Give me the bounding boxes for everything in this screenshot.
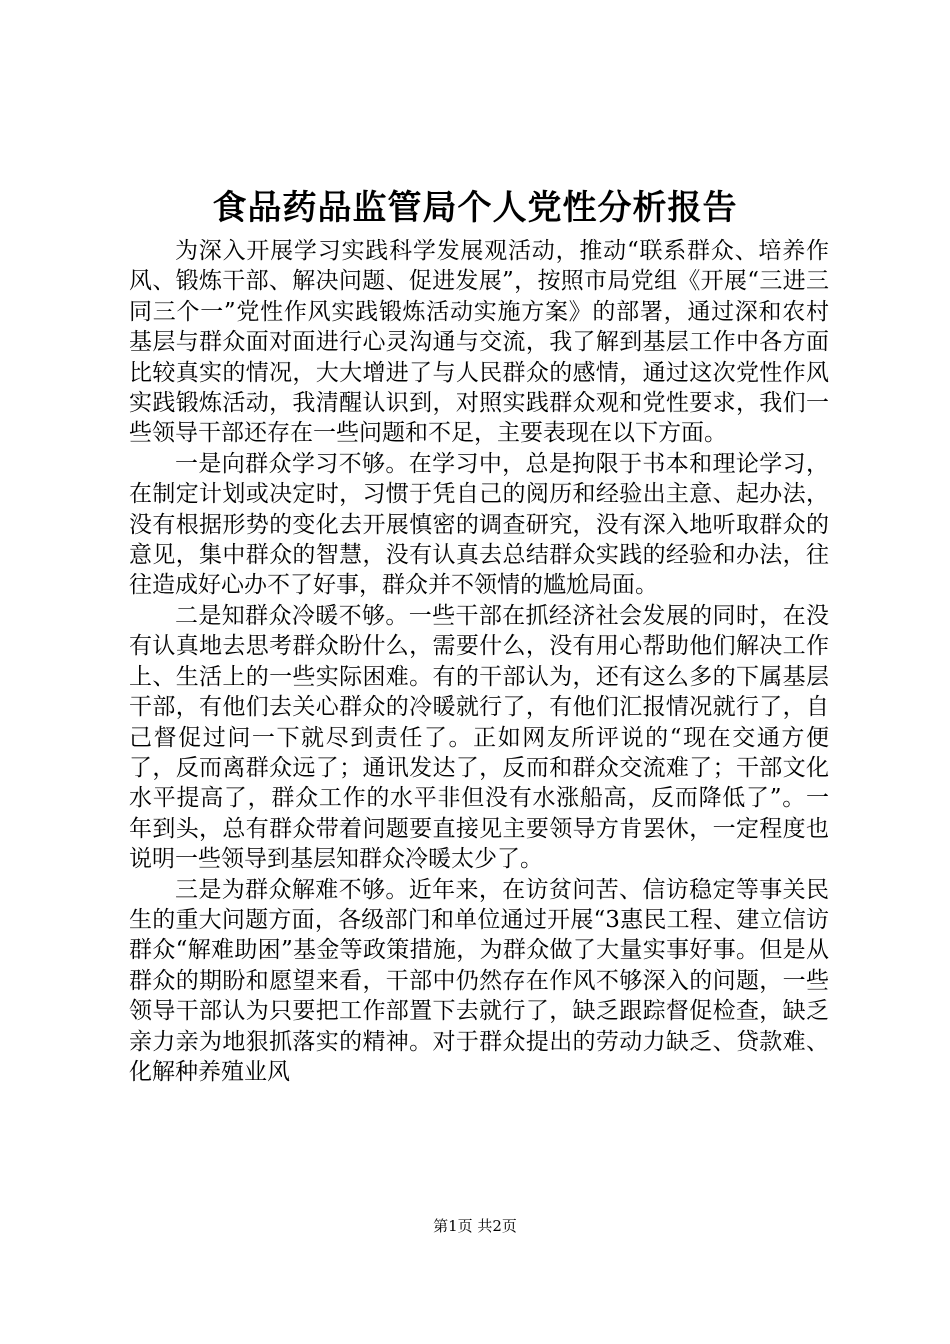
paragraph-intro: 为深入开展学习实践科学发展观活动，推动“联系群众、培养作风、锻炼干部、解决问题、促进发展”，按照市局党组《开展“三进三同三个一”党性作风实践锻炼活动实施方案》的部署，通过深和农村基层与群众面对面进行心灵沟通与交流，我了解到基层工作中各方面比较真实的情况，大大增进了与人民群众的感情，通过这次党性作风实践锻炼活动，我清醒认识到，对照实践群众观和党性要求，我们一些领导干部还存在一些问题和不足，主要表现在以下方面。 (129, 238, 829, 447)
page-footer: 第1页 共2页 (433, 1217, 517, 1235)
paragraph-point-three: 三是为群众解难不够。近年来，在访贫问苦、信访稳定等事关民生的重大问题方面，各级部门和单位通过开展“3惠民工程、建立信访群众“解难助困”基金等政策措施，为群众做了大量实事好事。但是从群众的期盼和愿望来看，干部中仍然存在作风不够深入的问题，一些领导干部认为只要把工作部置下去就行了，缺乏跟踪督促检查，缺乏亲力亲为地狠抓落实的精神。对于群众提出的劳动力缺乏、贷款难、化解种养殖业风 (129, 876, 829, 1085)
document-title: 食品药品监管局个人党性分析报告 (212, 188, 738, 228)
document-body (129, 236, 829, 1087)
paragraph-point-two: 二是知群众冷暖不够。一些干部在抓经济社会发展的同时，在没有认真地去思考群众盼什么，需要什么，没有用心帮助他们解决工作上、生活上的一些实际困难。有的干部认为，还有这么多的下属基层干部，有他们去关心群众的冷暖就行了，有他们汇报情况就行了，自己督促过问一下就尽到责任了。正如网友所评说的“现在交通方便了，反而离群众远了；通讯发达了，反而和群众交流难了；干部文化水平提高了，群众工作的水平非但没有水涨船高，反而降低了”。一年到头，总有群众带着问题要直接见主要领导方肯罢休，一定程度也说明一些领导到基层知群众冷暖太少了。 (129, 602, 829, 873)
paragraph-point-one: 一是向群众学习不够。在学习中，总是拘限于书本和理论学习，在制定计划或决定时，习惯于凭自己的阅历和经验出主意、起办法，没有根据形势的变化去开展慎密的调查研究，没有深入地听取群众的意见，集中群众的智慧，没有认真去总结群众实践的经验和办法，往往造成好心办不了好事，群众并不领情的尴尬局面。 (129, 450, 829, 599)
